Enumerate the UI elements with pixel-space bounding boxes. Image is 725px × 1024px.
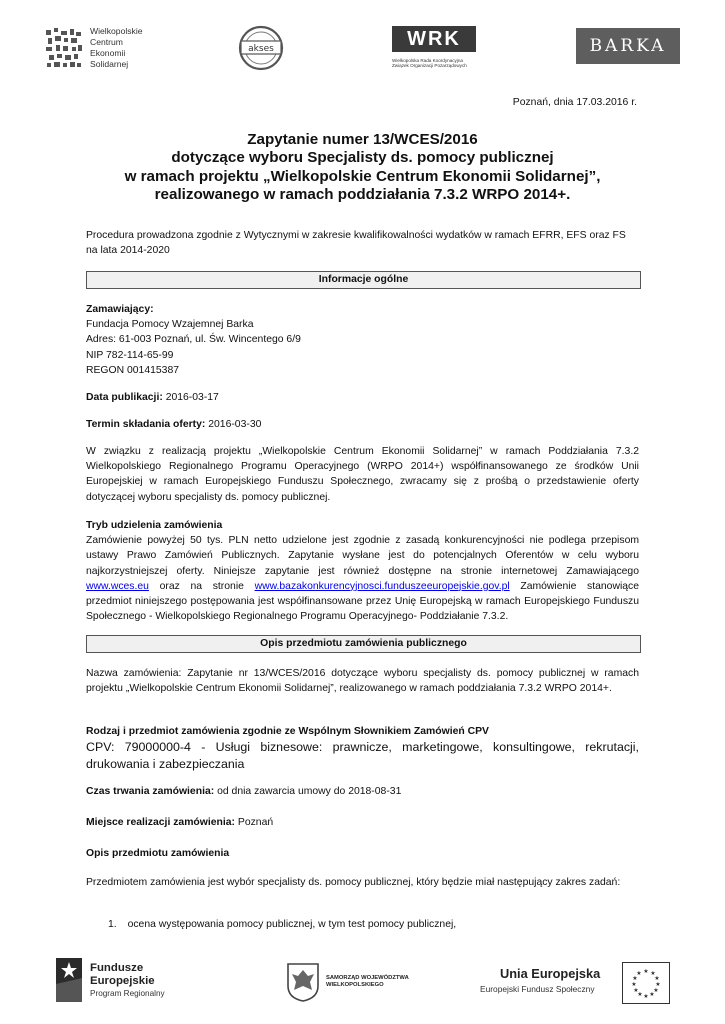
intro-paragraph: W związku z realizacją projektu „Wielkopolskie Centrum Ekonomii Solidarnej” w ramach Poddziałania 7.3.2 Wielkopolskiego Regionalnego Programu Operacyjnego (WRPO 2014+) współfinansowanego ze środków Unii Europejskiej w ramach Europejskiego Funduszu Społecznego, zwracamy się z prośbą o przedstawienie oferty dotyczącej wyboru specjalisty ds. pomocy publicznej. (86, 446, 639, 503)
svg-text:★: ★ (636, 970, 642, 977)
mode-label: Tryb udzielenia zamówienia (86, 520, 223, 531)
publication-date: Data publikacji: 2016-03-17 (86, 392, 219, 403)
wrk-logo (392, 26, 476, 70)
wces-mosaic-icon (44, 26, 84, 70)
svg-text:★: ★ (633, 987, 639, 994)
fundusze-europejskie-logo: Fundusze Europejskie Program Regionalny (56, 958, 178, 1002)
eu-flag-icon (622, 962, 670, 1004)
document-title: Zapytanie numer 13/WCES/2016 dotyczące wyboru Specjalisty ds. pomocy publicznej w ramach projektu „Wielkopolskie Centrum Ekonomii Solidarnej”, realizowanego w ramach poddziałania 7.3.2 WRPO 2014+. (124, 131, 601, 204)
svg-text:★: ★ (631, 981, 637, 988)
akses-logo-text: akses (248, 44, 274, 54)
svg-text:★: ★ (650, 970, 656, 977)
wces-logo (44, 26, 144, 72)
wrk-logo-caption: Wielkopolska Rada Koordynacyjna Związek Organizacji Pozarządowych (392, 58, 467, 69)
svg-text:★: ★ (632, 975, 638, 982)
offer-deadline: Termin składania oferty: 2016-03-30 (86, 419, 262, 430)
list-item-number: 1. (108, 919, 117, 930)
date-line: Poznań, dnia 17.03.2016 r. (512, 97, 637, 108)
cpv-text: CPV: 79000000-4 - Usługi biznesowe: prawnicze, marketingowe, konsultingowe, rekrutacji, drukowania i zabezpieczania (86, 740, 639, 771)
akses-badge-icon (232, 24, 290, 72)
subject-label: Opis przedmiotu zamówienia (86, 848, 230, 859)
orderer-block: Zamawiający: Fundacja Pomocy Wzajemnej Barka Adres: 61-003 Poznań, ul. Św. Wincentego 6/9 NIP 782-114-65-99 REGON 001415387 (86, 304, 301, 376)
wrk-logo-text: WRK (407, 28, 461, 50)
order-name: Nazwa zamówienia: Zapytanie nr 13/WCES/2016 dotyczące wyboru specjalisty ds. pomocy publicznej w ramach projektu „Wielkopolskie Centrum Ekonomii Solidarnej”, realizowanego w ramach poddziałania 7.3.2 WRPO 2014+. (86, 668, 639, 695)
wces-link[interactable]: www.wces.eu (86, 580, 149, 592)
wces-logo-text: Wielkopolskie Centrum Ekonomii Solidarnej (90, 26, 143, 69)
section-general-header: Informacje ogólne (86, 271, 641, 289)
svg-text:★: ★ (643, 968, 649, 975)
section-subject-header: Opis przedmiotu zamówienia publicznego (86, 635, 641, 653)
cpv-label: Rodzaj i przedmiot zamówienia zgodnie ze Wspólnym Słownikiem Zamówień CPV (86, 726, 489, 737)
svg-text:★: ★ (649, 991, 655, 998)
order-place: Miejsce realizacji zamówienia: Poznań (86, 817, 274, 828)
wrk-logo-block (392, 26, 476, 52)
barka-logo: BARKA (576, 28, 680, 64)
svg-text:★: ★ (654, 975, 660, 982)
subject-text: Przedmiotem zamówienia jest wybór specjalisty ds. pomocy publicznej, który będzie miał następujący zakres zadań: (86, 877, 621, 888)
eagle-crest-icon (286, 962, 320, 1002)
baza-konkurencyjnosci-link[interactable]: www.bazakonkurencyjnosci.funduszeeuropejskie.gov.pl (254, 580, 510, 592)
procedure-note: Procedura prowadzona zgodnie z Wytycznymi w zakresie kwalifikowalności wydatków w ramach EFRR, EFS oraz FS na lata 2014-2020 (86, 230, 626, 257)
list-item (108, 917, 638, 932)
svg-text:★: ★ (637, 991, 643, 998)
order-duration: Czas trwania zamówienia: od dnia zawarcia umowy do 2018-08-31 (86, 786, 402, 797)
orderer-label: Zamawiający: (86, 304, 154, 315)
svg-text:★: ★ (655, 981, 661, 988)
akses-logo (232, 24, 290, 72)
svg-text:★: ★ (653, 987, 659, 994)
cpv-block (86, 724, 639, 772)
fundusze-europejskie-icon (56, 958, 82, 1002)
mode-block: Tryb udzielenia zamówienia Zamówienie powyżej 50 tys. PLN netto udzielone jest zgodnie z zasadą konkurencyjności nie podlega przepisom ustawy Prawo Zamówień Publicznych. Zapytanie wysłane jest do potencjalnych Oferentów w celu wyboru najkorzystniejszej oferty. Niniejsze zapytanie jest również dostępne na stronie internetowej Zamawiającego www.wces.eu oraz na stronie www.bazakonkurencyjnosci.funduszeeuropejskie.gov.pl Zamówienie stanowiące przedmiot niniejszego postępowania jest współfinansowane przez Unię Europejską w ramach Europejskiego Funduszu Społecznego - Wielkopolskiego Regionalnego Programu Operacyjnego- Poddziałanie 7.3.2. (86, 520, 640, 623)
list-item-text: ocena występowania pomocy publicznej, w tym test pomocy publicznej, (127, 919, 457, 930)
svg-text:★: ★ (643, 993, 649, 1000)
samorzad-wojewodztwa-logo: SAMORZĄD WOJEWÓDZTWA WIELKOPOLSKIEGO (286, 960, 426, 1004)
unia-europejska-logo: Unia Europejska Europejski Fundusz Społeczny ★ ★ ★ ★ ★ ★ ★ ★ ★ ★ ★ ★ (480, 962, 670, 1004)
